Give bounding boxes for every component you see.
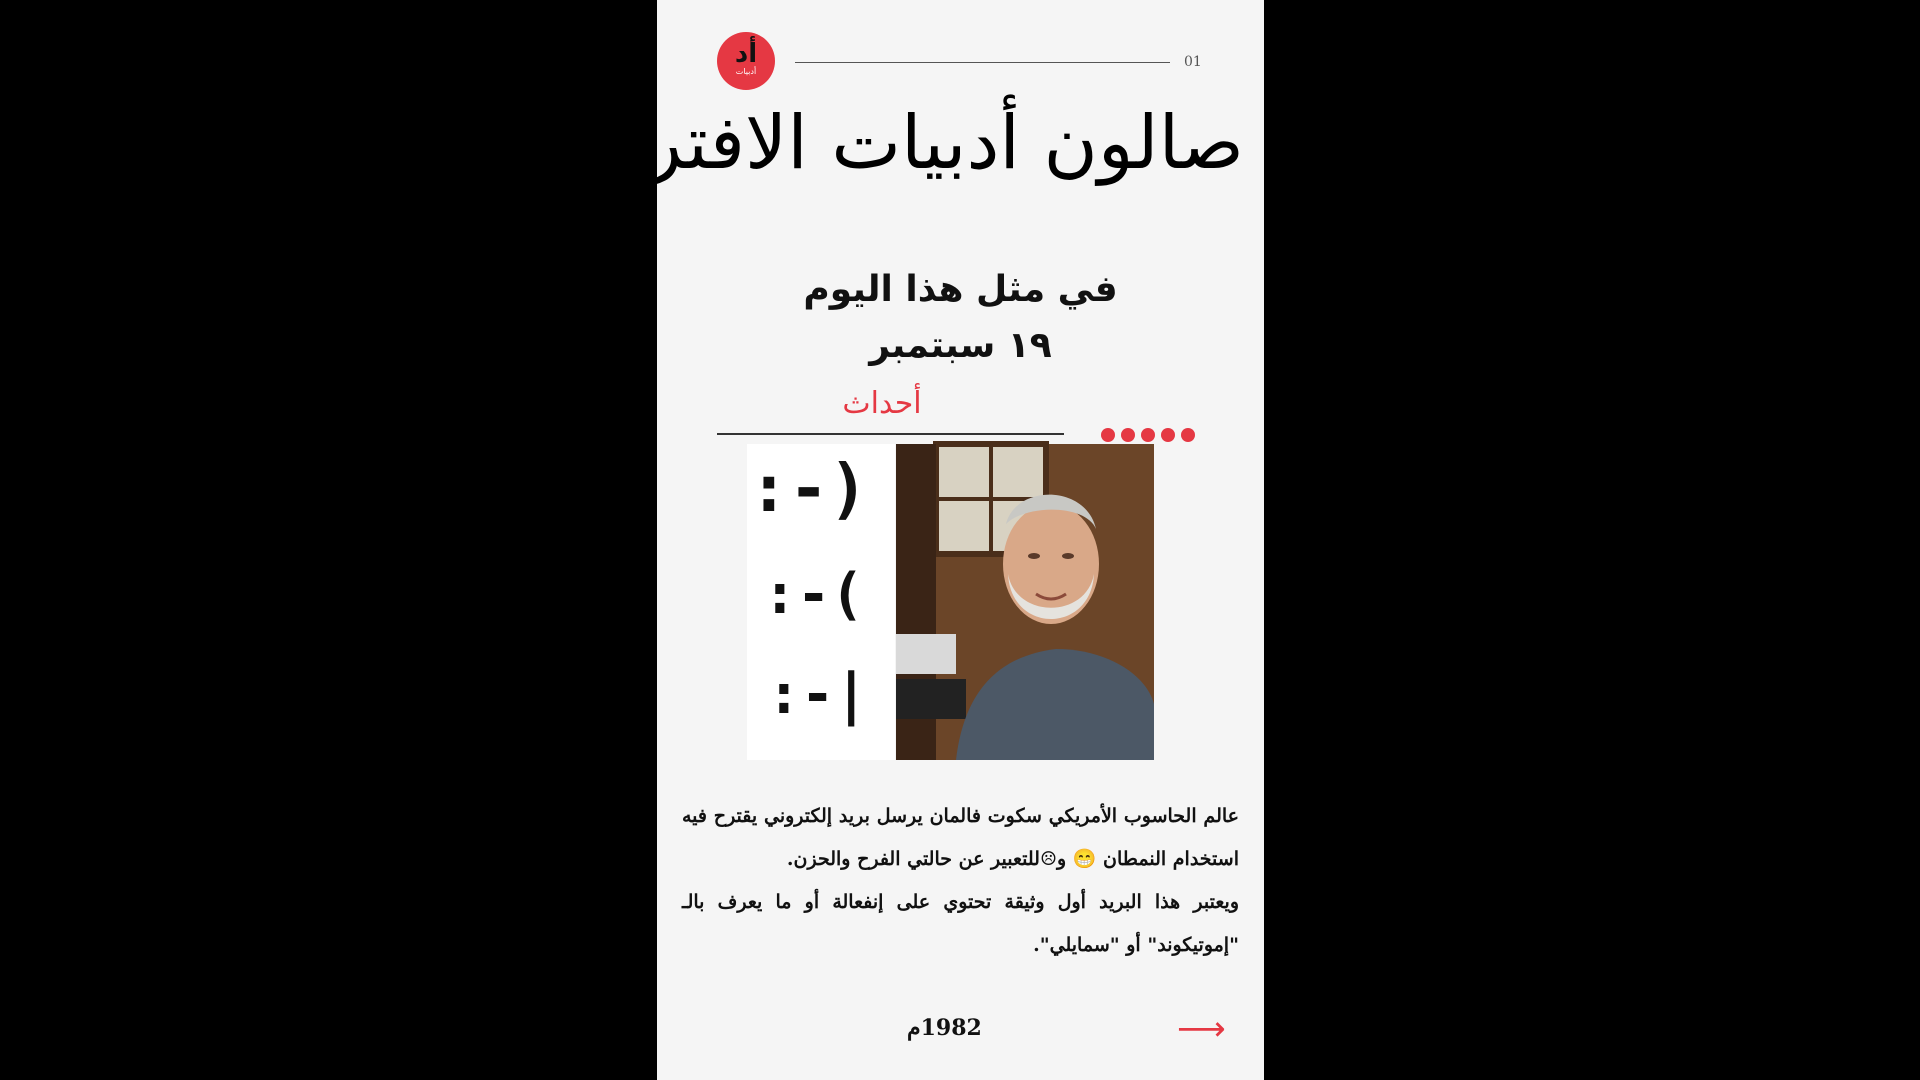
- portrait-illustration: [896, 444, 1154, 760]
- adabiyat-logo: [717, 32, 775, 90]
- logo-subtitle: أدبيات: [735, 67, 757, 76]
- dot-icon: [1141, 428, 1155, 442]
- article-year: 1982م: [907, 1015, 982, 1041]
- arrow-right-icon[interactable]: ⟶: [1177, 1009, 1226, 1049]
- dot-icon: [1101, 428, 1115, 442]
- masthead-title: صالون أدبيات الافتراضي: [501, 100, 1244, 186]
- dot-icon: [1181, 428, 1195, 442]
- dot-icon: [1121, 428, 1135, 442]
- headline: [657, 262, 1264, 374]
- emoticon-panel: [747, 444, 895, 760]
- portrait-photo: [896, 444, 1154, 760]
- emoticon-smile: :-): [749, 450, 869, 527]
- section-label: أحداث: [842, 386, 922, 421]
- section-rule: [717, 433, 1064, 435]
- article-body: [682, 795, 1239, 967]
- decorative-dots: [1101, 428, 1195, 442]
- logo-glyph: أد: [734, 39, 758, 69]
- dot-icon: [1161, 428, 1175, 442]
- article-paragraph-1: عالم الحاسوب الأمريكي سكوت فالمان يرسل بريد إلكتروني يقترح فيه استخدام النمطان 😁 و☹للتعبير عن حالتي الفرح والحزن.: [682, 805, 1239, 870]
- emoticon-neutral: :-|: [767, 662, 869, 727]
- document-page: [501, 0, 1264, 1080]
- article-paragraph-2: ويعتبر هذا البريد أول وثيقة تحتوي على إنفعالة أو ما يعرف بالـ "إموتيكوند" أو "سمايلي".: [682, 891, 1239, 956]
- headline-line-1: في مثل هذا اليوم: [803, 269, 1118, 310]
- emoticon-frown: :-(: [763, 562, 865, 627]
- headline-line-2: ١٩ سبتمبر: [869, 325, 1052, 366]
- page-number: 01: [1184, 54, 1202, 70]
- header-rule: [795, 62, 1170, 63]
